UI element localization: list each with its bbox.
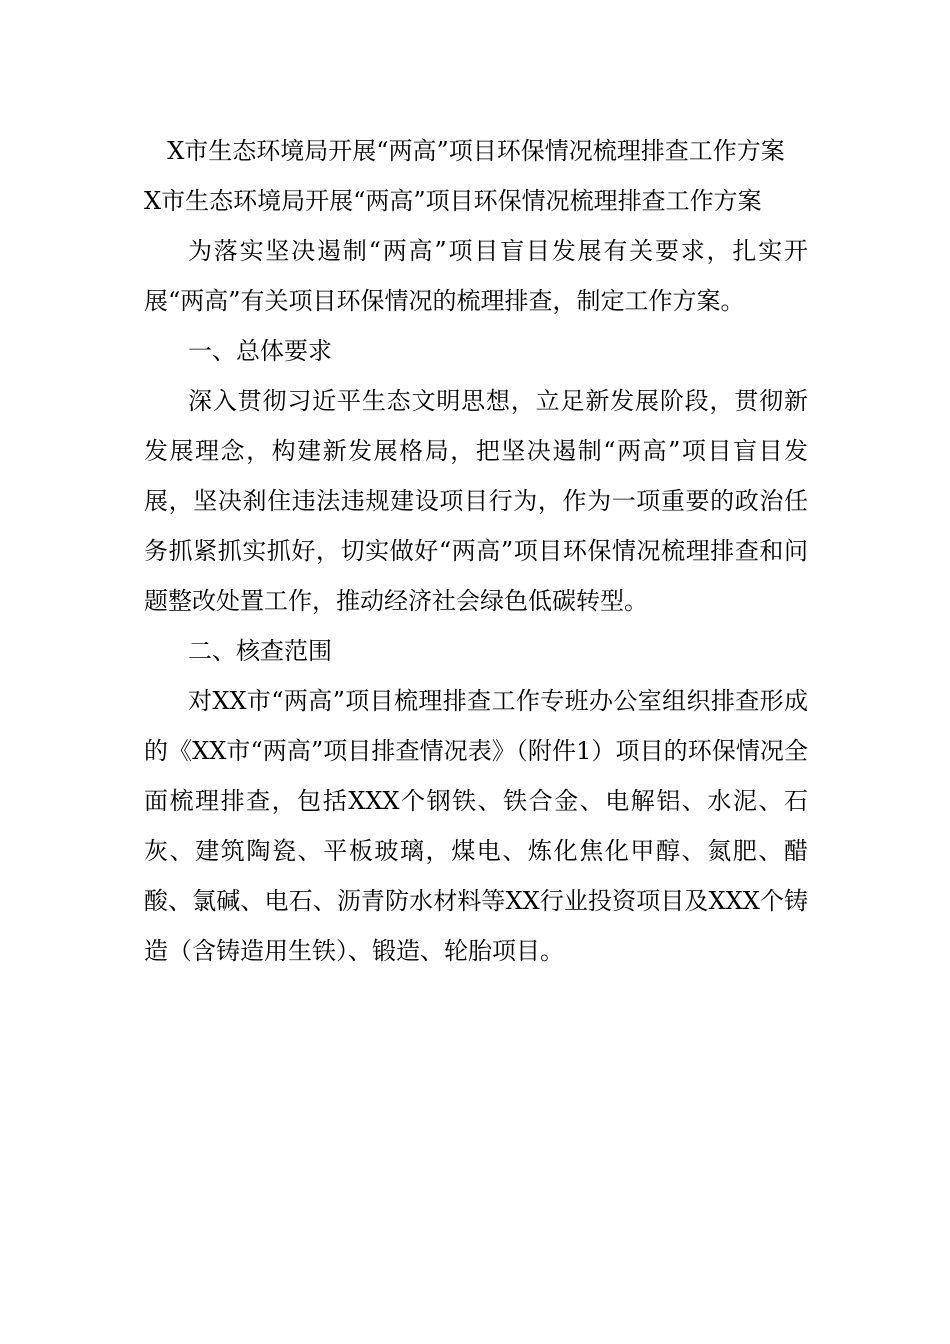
section-heading-general-requirements: 一、总体要求	[188, 337, 332, 365]
section-body-general-requirements: 深入贯彻习近平生态文明思想，立足新发展阶段，贯彻新发展理念，构建新发展格局，把坚决遏制“两高”项目盲目发展，坚决刹住违法违规建设项目行为，作为一项重要的政治任务抓紧抓实抓好，切实做好“两高”项目环保情况梳理排查和问题整改处置工作，推动经济社会绿色低碳转型。	[144, 387, 808, 615]
section-body-inspection-scope: 对XX市“两高”项目梳理排查工作专班办公室组织排查形成的《XX市“两高”项目排查情况表》（附件1）项目的环保情况全面梳理排查，包括XXX个钢铁、铁合金、电解铝、水泥、石灰、建筑陶瓷、平板玻璃，煤电、炼化焦化甲醇、氮肥、醋酸、氯碱、电石、沥青防水材料等XX行业投资项目及XXX个铸造（含铸造用生铁）、锻造、轮胎项目。	[144, 687, 808, 965]
section-heading-inspection-scope: 二、核查范围	[188, 637, 332, 665]
document-title: X市生态环境局开展“两高”项目环保情况梳理排查工作方案	[167, 137, 785, 165]
intro-paragraph: 为落实坚决遏制“两高”项目盲目发展有关要求，扎实开展“两高”有关项目环保情况的梳理排查，制定工作方案。	[144, 237, 808, 315]
document-title-repeat: X市生态环境局开展“两高”项目环保情况梳理排查工作方案	[144, 187, 762, 215]
document-page	[144, 126, 808, 976]
